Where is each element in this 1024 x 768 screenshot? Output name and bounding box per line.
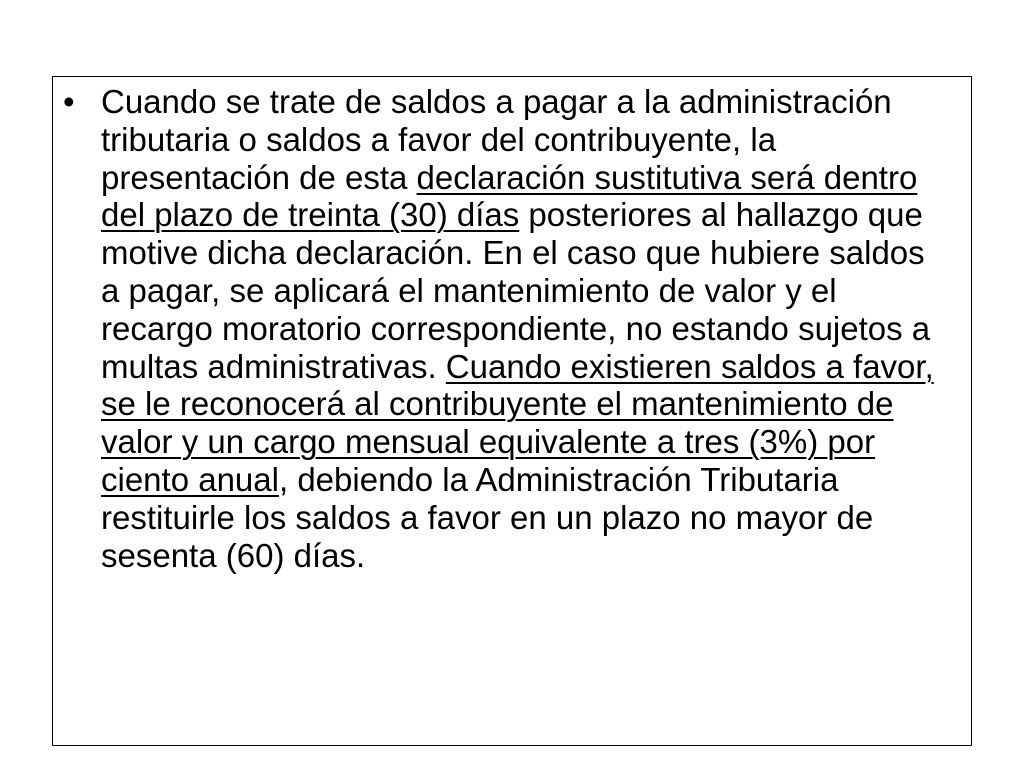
paragraph-segment-1: Cuando se trate de saldos a pagar a la administración tributaria o saldos a favor del contribuyente, la presentación de esta <box>101 83 892 196</box>
paragraph-underlined-segment-2: Cuando existieren saldos a favor, se le reconocerá al contribuyente el mantenimiento de valor y un cargo mensual equivalente a tres (3%) por ciento anual <box>101 347 934 498</box>
paragraph-segment-3: , debiendo la Administración Tributaria restituirle los saldos a favor en un plazo no mayor de sesenta (60) días. <box>101 460 874 574</box>
bullet-icon: • <box>63 83 75 120</box>
paragraph-segment-2: posteriores al hallazgo que motive dicha declaración. En el caso que hubiere saldos a pagar, se aplicará el mantenimiento de valor y el recargo moratorio correspondiente, no estando sujetos a multas administrativas. <box>101 196 931 385</box>
text-frame <box>52 76 972 746</box>
bullet-paragraph <box>101 83 941 574</box>
paragraph-underlined-segment-1: declaración sustitutiva será dentro del plazo de treinta (30) días <box>101 158 918 234</box>
